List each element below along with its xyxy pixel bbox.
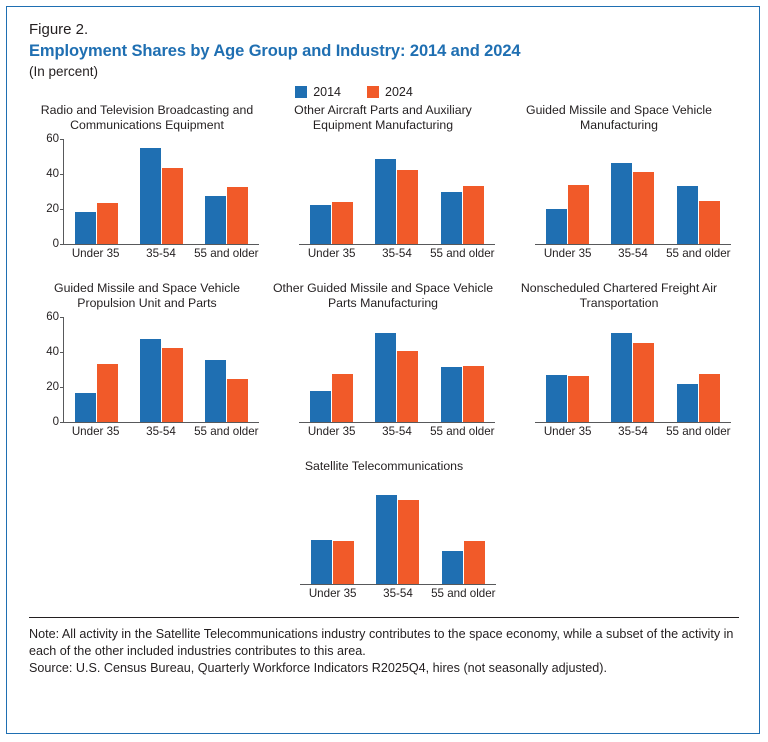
bar-group-55-and-older — [677, 139, 720, 244]
bar-group-under-35 — [311, 479, 354, 584]
bar-group-35-54 — [611, 317, 654, 422]
x-label-under-35: Under 35 — [71, 425, 120, 438]
bar-group-35-54 — [140, 317, 183, 422]
bar-2014 — [611, 333, 632, 422]
bar-2024 — [568, 185, 589, 244]
bar-2014 — [311, 540, 332, 584]
x-label-under-35: Under 35 — [543, 247, 592, 260]
bar-2024 — [699, 374, 720, 422]
x-label-55-and-older: 55 and older — [430, 247, 495, 260]
y-tick-0: 0 — [33, 238, 59, 250]
bar-2024 — [463, 186, 484, 244]
figure-title: Employment Shares by Age Group and Industry: 2014 and 2024 — [29, 42, 521, 60]
bar-group-under-35 — [310, 139, 353, 244]
chart-panel-4 — [265, 281, 501, 445]
bar-group-55-and-older — [205, 317, 248, 422]
y-tick-40: 40 — [33, 168, 59, 180]
panel-title-6: Satellite Telecommunications — [304, 459, 464, 473]
figure-note-text: Note: All activity in the Satellite Telecommunications industry contributes to the space economy, while a subset of the activity in each of the other included industries contributes to this area. — [29, 627, 734, 658]
chart-grid — [29, 103, 739, 607]
plot-area-2 — [535, 139, 731, 245]
chart-row-1 — [29, 103, 739, 267]
x-label-55-and-older: 55 and older — [194, 247, 259, 260]
plot-area-1 — [299, 139, 495, 245]
panel-title-5: Nonscheduled Chartered Freight Air Transportation — [520, 281, 718, 310]
chart-panel-6 — [266, 459, 502, 607]
bar-2014 — [140, 339, 161, 422]
bar-2014 — [611, 163, 632, 244]
panel-title-3: Guided Missile and Space Vehicle Propulsion Unit and Parts — [54, 281, 240, 310]
x-label-35-54: 35-54 — [383, 587, 413, 600]
bar-group-under-35 — [546, 139, 589, 244]
x-label-35-54: 35-54 — [382, 247, 412, 260]
x-label-under-35: Under 35 — [307, 425, 356, 438]
bar-group-55-and-older — [677, 317, 720, 422]
bar-group-under-35 — [310, 317, 353, 422]
chart-row-2 — [29, 281, 739, 445]
chart-panel-3 — [29, 281, 265, 445]
bar-2024 — [162, 348, 183, 422]
bar-2014 — [375, 333, 396, 422]
y-tick-20: 20 — [33, 381, 59, 393]
bar-2014 — [140, 148, 161, 244]
bar-group-35-54 — [376, 479, 419, 584]
bar-2024 — [463, 366, 484, 422]
bar-group-55-and-older — [441, 317, 484, 422]
bar-2024 — [633, 172, 654, 244]
y-tick-60: 60 — [33, 133, 59, 145]
bar-2024 — [162, 168, 183, 244]
figure-source-text: Source: U.S. Census Bureau, Quarterly Workforce Indicators R2025Q4, hires (not seasonally adjusted). — [29, 661, 607, 675]
x-label-35-54: 35-54 — [146, 425, 176, 438]
panel-title-1: Other Aircraft Parts and Auxiliary Equipment Manufacturing — [294, 103, 472, 132]
bar-group-35-54 — [611, 139, 654, 244]
bar-2014 — [75, 393, 96, 422]
x-label-55-and-older: 55 and older — [194, 425, 259, 438]
bar-group-under-35 — [75, 139, 118, 244]
figure-label: Figure 2. — [29, 21, 89, 38]
x-label-35-54: 35-54 — [382, 425, 412, 438]
figure-subtitle: (In percent) — [29, 64, 99, 79]
legend-label-2024: 2024 — [385, 85, 413, 99]
bar-2014 — [310, 391, 331, 422]
panel-title-4: Other Guided Missile and Space Vehicle Parts Manufacturing — [272, 281, 494, 310]
bar-2024 — [633, 343, 654, 422]
y-tick-0: 0 — [33, 416, 59, 428]
bar-2024 — [397, 351, 418, 422]
bar-2014 — [310, 205, 331, 244]
bar-2024 — [227, 379, 248, 422]
plot-area-4 — [299, 317, 495, 423]
x-label-55-and-older: 55 and older — [431, 587, 496, 600]
bar-group-under-35 — [546, 317, 589, 422]
y-tick-40: 40 — [33, 346, 59, 358]
bar-2014 — [376, 495, 397, 584]
y-tick-20: 20 — [33, 203, 59, 215]
bar-2024 — [699, 201, 720, 244]
chart-panel-5 — [501, 281, 737, 445]
chart-legend — [29, 85, 739, 99]
plot-area-6 — [300, 479, 496, 585]
x-label-55-and-older: 55 and older — [430, 425, 495, 438]
bar-2014 — [75, 212, 96, 244]
x-label-under-35: Under 35 — [71, 247, 120, 260]
bar-2024 — [332, 374, 353, 422]
x-label-55-and-older: 55 and older — [666, 425, 731, 438]
x-label-35-54: 35-54 — [146, 247, 176, 260]
bar-2014 — [375, 159, 396, 244]
legend-label-2014: 2014 — [313, 85, 341, 99]
x-label-35-54: 35-54 — [618, 425, 648, 438]
bar-2014 — [677, 186, 698, 244]
bar-2014 — [546, 375, 567, 422]
bar-2024 — [568, 376, 589, 422]
bar-2024 — [464, 541, 485, 584]
legend-item-2024 — [367, 85, 413, 99]
x-label-under-35: Under 35 — [543, 425, 592, 438]
legend-item-2014 — [295, 85, 341, 99]
bar-group-55-and-older — [441, 139, 484, 244]
x-label-under-35: Under 35 — [308, 587, 357, 600]
panel-title-0: Radio and Television Broadcasting and Communications Equipment — [40, 103, 254, 132]
plot-area-0 — [46, 133, 259, 250]
bar-group-35-54 — [140, 139, 183, 244]
bar-2014 — [677, 384, 698, 422]
bar-2024 — [398, 500, 419, 584]
bar-group-55-and-older — [442, 479, 485, 584]
bar-group-35-54 — [375, 317, 418, 422]
bar-2024 — [333, 541, 354, 584]
plot-area-5 — [535, 317, 731, 423]
bar-2014 — [441, 192, 462, 244]
bar-group-35-54 — [375, 139, 418, 244]
bar-2024 — [97, 364, 118, 422]
x-label-55-and-older: 55 and older — [666, 247, 731, 260]
bar-2024 — [97, 203, 118, 244]
panel-title-2: Guided Missile and Space Vehicle Manufacturing — [526, 103, 712, 132]
x-label-under-35: Under 35 — [307, 247, 356, 260]
chart-panel-1 — [265, 103, 501, 267]
legend-swatch-icon-2014 — [295, 86, 307, 98]
chart-row-3 — [29, 459, 739, 607]
chart-panel-2 — [501, 103, 737, 267]
bar-group-under-35 — [75, 317, 118, 422]
bar-group-55-and-older — [205, 139, 248, 244]
bar-2024 — [397, 170, 418, 244]
figure-notes — [29, 617, 739, 677]
figure-frame — [6, 6, 760, 734]
bar-2014 — [546, 209, 567, 244]
chart-panel-0 — [29, 103, 265, 267]
plot-area-3 — [46, 311, 259, 428]
bar-2014 — [205, 196, 226, 244]
legend-swatch-icon-2024 — [367, 86, 379, 98]
bar-2014 — [442, 551, 463, 584]
y-tick-60: 60 — [33, 311, 59, 323]
bar-2014 — [205, 360, 226, 422]
bar-2014 — [441, 367, 462, 422]
x-label-35-54: 35-54 — [618, 247, 648, 260]
bar-2024 — [332, 202, 353, 244]
bar-2024 — [227, 187, 248, 244]
